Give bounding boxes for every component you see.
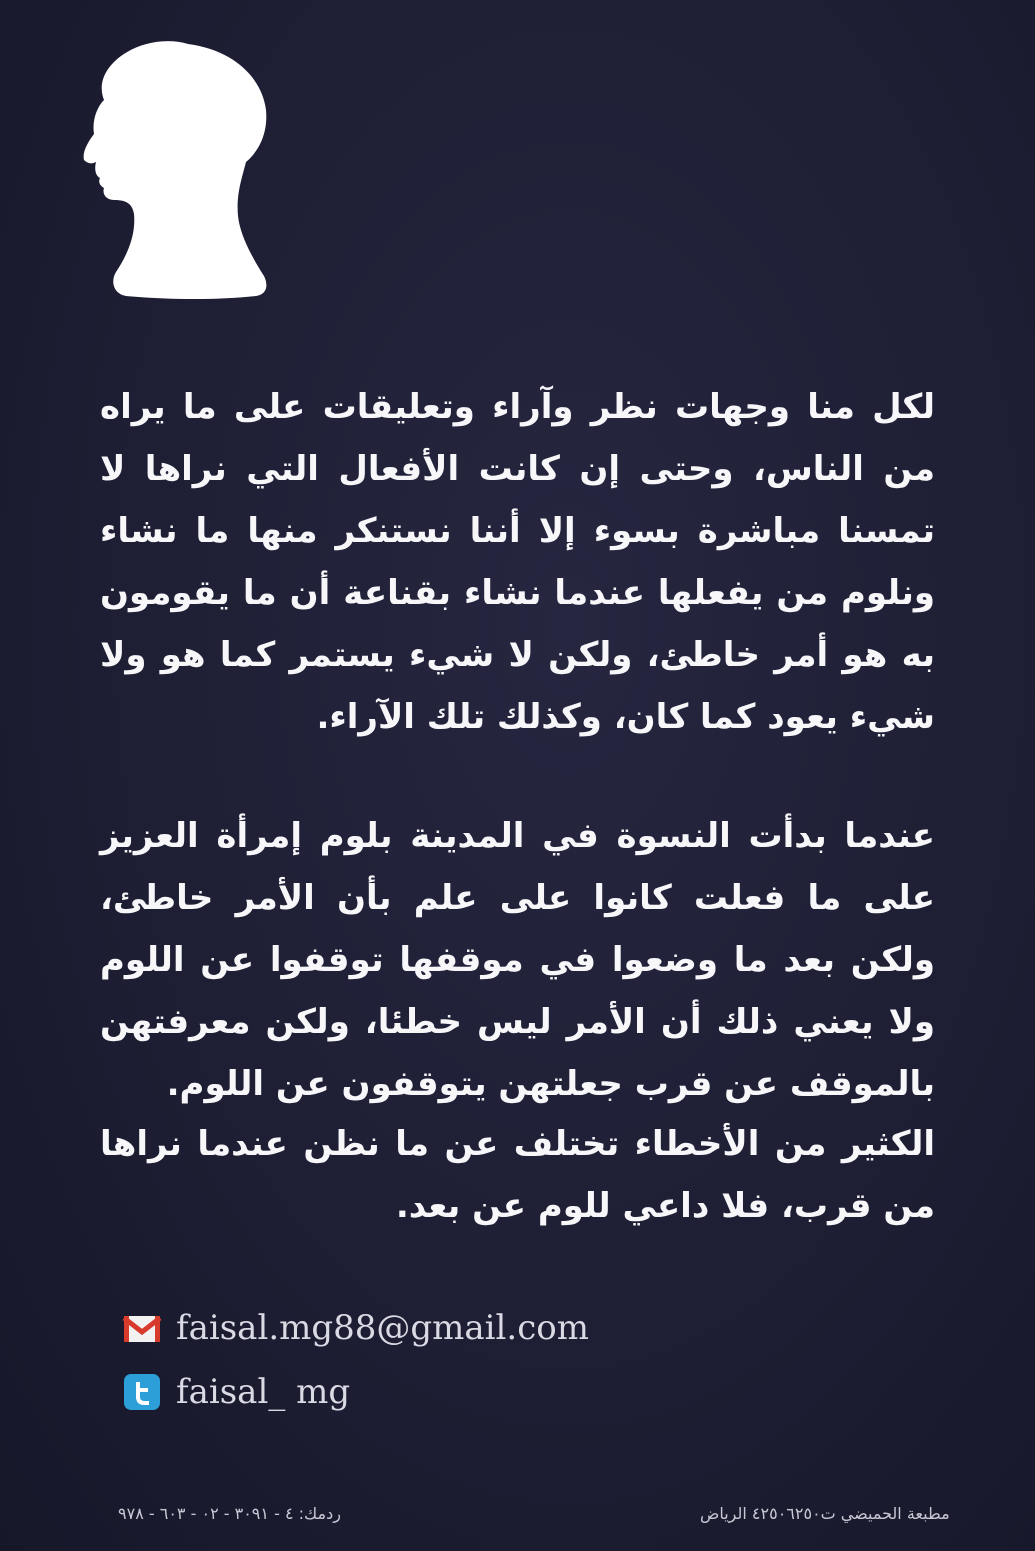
- printer-info: مطبعة الحميضي ت٤٢٥٠٦٢٥٠ الرياض: [700, 1504, 950, 1523]
- paragraph-2: عندما بدأت النسوة في المدينة بلوم إمرأة العزيز على ما فعلت كانوا على علم بأن الأمر خاطئ، ولكن بعد ما وضعوا في موقفها توقفوا عن اللوم ولا يعني ذلك أن الأمر ليس خطئا، ولكن معرفتهن بالموقف عن قرب جعلتهن يتوقفون عن اللوم.: [100, 816, 935, 1104]
- isbn-number: ردمك: ٤ - ٣٠٩١ - ٠٢ - ٦٠٣ - ٩٧٨: [118, 1504, 341, 1523]
- twitter-icon: [122, 1372, 162, 1412]
- paragraph-1: لكل منا وجهات نظر وآراء وتعليقات على ما يراه من الناس، وحتى إن كانت الأفعال التي نراها لا تمسنا مباشرة بسوء إلا أننا نستنكر منها ما نشاء ونلوم من يفعلها عندما نشاء بقناعة أن ما يقومون به هو أمر خاطئ، ولكن لا شيء يستمر كما هو ولا شيء يعود كما كان، وكذلك تلك الآراء.: [100, 387, 935, 737]
- gmail-icon: [122, 1308, 162, 1348]
- twitter-handle[interactable]: faisal_ mg: [176, 1372, 351, 1412]
- woman-profile-silhouette-icon: [70, 38, 270, 300]
- contact-email: [122, 1308, 589, 1348]
- paragraph-3: الكثير من الأخطاء تختلف عن ما نظن عندما نراها من قرب، فلا داعي للوم عن بعد.: [100, 1124, 935, 1226]
- contact-twitter: [122, 1372, 350, 1412]
- email-address[interactable]: faisal.mg88@gmail.com: [176, 1308, 589, 1348]
